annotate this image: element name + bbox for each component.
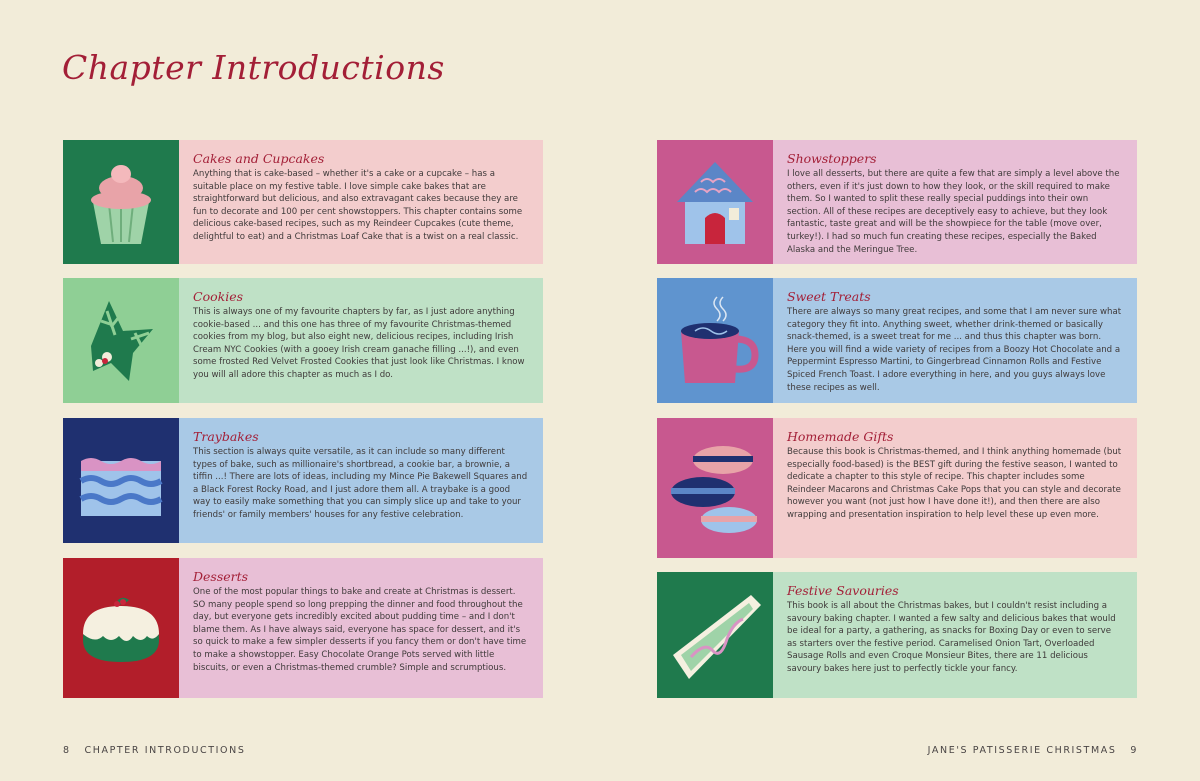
gingerbread-cookie-icon: [71, 291, 171, 391]
chapter-text: [773, 418, 1137, 558]
chapter-tile: [657, 572, 773, 698]
chapter-body: One of the most popular things to bake and create at Christmas is dessert. SO many people spend so long prepping the dinner and food throughout the day, but everyone gets incredibly excited about pudding time – and I don't blame them. As I have always said, everyone has space for dessert, and it's so quick to make a few simpler desserts if you fancy them or don't have time to make a showstopper. Easy Chocolate Orange Pots served with little biscuits, or even a Christmas-themed crumble? Simple and scrumptious.: [193, 587, 527, 673]
chapter-body: Anything that is cake-based – whether it's a cake or a cupcake – has a suitable place on my festive table. I love simple cake bakes that are straightforward but delicious, and also extravagant cakes because they are fun to decorate and 100 per cent showstoppers. This chapter contains some delicious cake-based recipes, such as my Reindeer Cupcakes (cute theme, delightful to eat) and a Christmas Loaf Cake that is a twist on a real classic.: [193, 169, 523, 242]
chapter-card-festive-savouries: [657, 572, 1137, 698]
hot-chocolate-mug-icon: [665, 291, 765, 391]
chapter-card-cookies: [63, 278, 543, 403]
christmas-pudding-icon: [71, 578, 171, 678]
chapter-text: [773, 140, 1137, 264]
footer-right: JANE'S PATISSERIE CHRISTMAS 9: [927, 745, 1138, 756]
chapter-title: Traybakes: [193, 429, 259, 444]
chapter-tile: [63, 278, 179, 403]
chapter-body: This is always one of my favourite chapters by far, as I just adore anything cookie-based ... and this one has three of my favourite Christmas-themed cookies from my blog, but also eight new, delicious recipes, including Irish Cream NYC Cookies (with a gooey Irish cream ganache filling ...!), and even some frosted Red Velvet Frosted Cookies that just look like Christmas. I know you will all adore this chapter as much as I do.: [193, 307, 525, 380]
chapter-tile: [63, 558, 179, 698]
chapter-title: Cakes and Cupcakes: [193, 151, 325, 166]
chapter-text: [773, 278, 1137, 403]
chapter-tile: [63, 418, 179, 543]
gingerbread-house-icon: [665, 152, 765, 252]
chapter-card-homemade-gifts: [657, 418, 1137, 558]
chapter-card-traybakes: [63, 418, 543, 543]
chapter-title: Showstoppers: [787, 151, 877, 166]
chapter-title: Cookies: [193, 289, 243, 304]
footer-left: 8 CHAPTER INTRODUCTIONS: [63, 745, 246, 756]
chapter-title: Festive Savouries: [787, 583, 899, 598]
chapter-title: Sweet Treats: [787, 289, 871, 304]
macarons-icon: [665, 438, 765, 538]
chapter-body: There are always so many great recipes, and some that I am never sure what category they fit into. Anything sweet, whether drink-themed or basically snack-themed, is a sweet treat for me ... and thus this chapter was born. Here you will find a wide variety of recipes from a Boozy Hot Chocolate and a Peppermint Espresso Martini, to Gingerbread Cinnamon Rolls and Festive Spiced French Toast. I adore everything in here, and you guys always love these recipes as well.: [787, 307, 1122, 393]
chapter-tile: [63, 140, 179, 264]
chapter-card-showstoppers: [657, 140, 1137, 264]
chapter-text: [773, 572, 1137, 698]
tart-slice-icon: [665, 585, 765, 685]
traybake-slice-icon: [71, 431, 171, 531]
chapter-card-desserts: [63, 558, 543, 698]
chapter-body: This section is always quite versatile, as it can include so many different types of bake, such as millionaire's shortbread, a cookie bar, a brownie, a tiffin ...! There are lots of ideas, including my Mince Pie Bakewell Squares and a Black Forest Rocky Road, and I just adore them all. A traybake is a good way to easily make something that you can simply slice up and take to your friends' or family members' houses for any festive celebration.: [193, 447, 528, 520]
chapter-text: [179, 418, 543, 543]
chapter-tile: [657, 278, 773, 403]
chapter-title: Homemade Gifts: [787, 429, 894, 444]
chapter-tile: [657, 418, 773, 558]
chapter-title: Desserts: [193, 569, 249, 584]
chapter-card-cakes: [63, 140, 543, 264]
page-title: Chapter Introductions: [62, 48, 445, 87]
chapter-body: I love all desserts, but there are quite a few that are simply a level above the others, even if it's just down to how they look, or the skill required to make them. So I wanted to split these really special puddings into their own section. All of these recipes are deceptively easy to achieve, but they look fantastic, taste great and will be the showpiece for the table (move over, turkey!). I had so much fun creating these recipes, especially the Baked Alaska and the Meringue Tree.: [787, 169, 1120, 255]
chapter-card-sweet-treats: [657, 278, 1137, 403]
cupcake-icon: [71, 152, 171, 252]
chapter-body: This book is all about the Christmas bakes, but I couldn't resist including a savoury baking chapter. I wanted a few salty and delicious bakes that would be ideal for a party, a gathering, as snacks for Boxing Day or even to serve as starters over the festive period. Caramelised Onion Tart, Overloaded Sausage Rolls and even Croque Monsieur Bites, there are 11 delicious savoury bakes here just to perfectly tickle your fancy.: [787, 601, 1116, 674]
chapter-text: [179, 140, 543, 264]
chapter-tile: [657, 140, 773, 264]
chapter-text: [179, 278, 543, 403]
chapter-text: [179, 558, 543, 698]
chapter-body: Because this book is Christmas-themed, and I think anything homemade (but especially food-based) is the BEST gift during the festive season, I wanted to dedicate a chapter to this style of recipe. This chapter includes some Reindeer Macarons and Christmas Cake Pops that you can style and decorate however you want (not just how I have done it!), and then there are also wrapping and presentation inspiration to help level these up even more.: [787, 447, 1122, 520]
